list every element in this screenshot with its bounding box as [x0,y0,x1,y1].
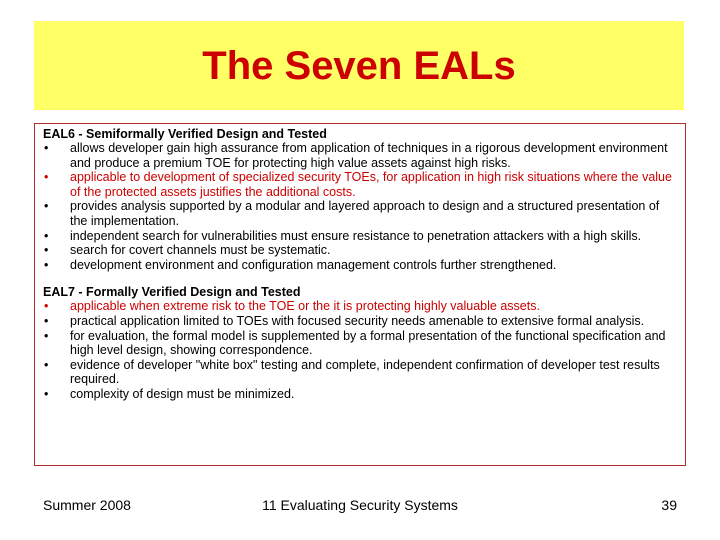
title-banner [34,21,684,110]
bullet-text: evidence of developer "white box" testing and complete, independent confirmation of developer test results required. [70,357,660,387]
footer-date: Summer 2008 [43,497,131,513]
bullet-icon: • [44,386,49,401]
bullet-text: development environment and configuration management controls further strengthened. [70,257,557,272]
content-box [34,123,686,466]
footer-course-title: 11 Evaluating Security Systems [262,497,458,513]
footer-page-number: 39 [661,497,677,513]
bullet-text: search for covert channels must be systematic. [70,243,331,258]
bullet-icon: • [44,257,49,272]
bullet-icon: • [44,141,49,155]
bullet-item [43,170,677,199]
section-eal7 [43,285,677,401]
bullet-text: independent search for vulnerabilities must ensure resistance to penetration attackers with a high skills. [70,228,642,243]
bullet-text: applicable to development of specialized security TOEs, for application in high risk situations where the value of the protected assets justifies the additional costs. [70,170,672,199]
bullet-icon: • [44,228,49,243]
section-heading: EAL7 - Formally Verified Design and Tested [43,285,301,300]
bullet-item [43,299,677,314]
bullet-icon: • [44,313,49,328]
bullet-item [43,258,677,273]
bullet-list [43,141,677,272]
section-eal6 [43,127,677,272]
bullet-icon: • [44,243,49,258]
bullet-item [43,229,677,244]
bullet-item [43,358,677,387]
bullet-icon: • [44,299,49,314]
bullet-item [43,329,677,358]
bullet-item [43,387,677,402]
bullet-item [43,314,677,329]
bullet-item [43,199,677,228]
bullet-icon: • [44,199,49,214]
bullet-text: complexity of design must be minimized. [70,386,295,401]
bullet-text: allows developer gain high assurance from application of techniques in a rigorous development environment and produce a premium TOE for protecting high value assets against high risks. [70,141,668,170]
slide-title: The Seven EALs [202,43,516,88]
bullet-icon: • [44,170,49,185]
bullet-list [43,299,677,401]
bullet-item [43,141,677,170]
bullet-text: provides analysis supported by a modular and layered approach to design and a structured presentation of the implementation. [70,199,660,228]
bullet-text: practical application limited to TOEs with focused security needs amenable to extensive formal analysis. [70,313,645,328]
bullet-icon: • [44,357,49,372]
section-heading: EAL6 - Semiformally Verified Design and Tested [43,127,327,141]
bullet-text: for evaluation, the formal model is supplemented by a formal presentation of the functional specification and high level design, showing correspondence. [70,328,666,358]
bullet-text: applicable when extreme risk to the TOE or the it is protecting highly valuable assets. [70,299,540,314]
bullet-icon: • [44,328,49,343]
bullet-item [43,243,677,258]
